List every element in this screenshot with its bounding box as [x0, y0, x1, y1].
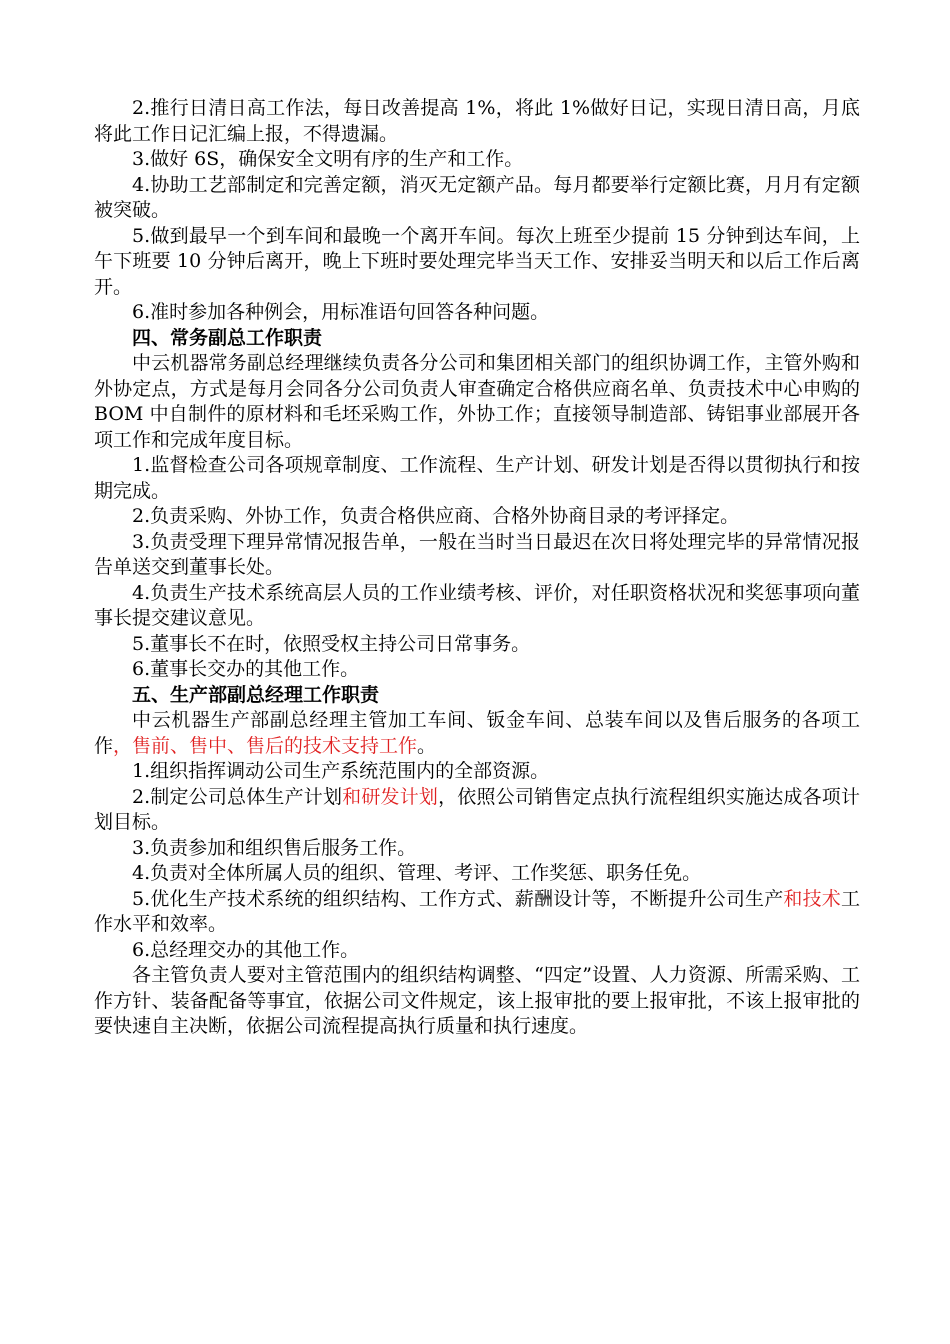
text-run: 2.制定公司总体生产计划	[132, 785, 343, 808]
list-item: 1.监督检查公司各项规章制度、工作流程、生产计划、研发计划是否得以贯彻执行和按期完成。	[94, 454, 860, 502]
text-run: 中云机器生产部副总经理主管加工车间、钣金车间、总装车间以及售后服务的各项工作	[94, 709, 860, 757]
list-item: 6.总经理交办的其他工作。	[132, 938, 360, 961]
list-item: 1.组织指挥调动公司生产系统范围内的全部资源。	[132, 760, 550, 782]
text-run: 5.优化生产技术系统的组织结构、工作方式、薪酬设计等，不断提升公司生产	[132, 887, 784, 910]
paragraph: 3.做好 6S，确保安全文明有序的生产和工作。	[132, 148, 524, 170]
list-item: 5.董事长不在时，依照受权主持公司日常事务。	[132, 632, 531, 655]
highlighted-text: ，售前、售中、售后的技术支持工作	[113, 734, 418, 757]
paragraph: 4.协助工艺部制定和完善定额，消灭无定额产品。每月都要举行定额比赛，月月有定额被突破。	[94, 173, 860, 221]
list-item: 6.董事长交办的其他工作。	[132, 658, 360, 680]
highlighted-text: 和技术	[783, 887, 841, 910]
text-run: ，依照公司销售定点执行流程组织实施达成各项计划目标。	[94, 785, 860, 833]
highlighted-text: 和研发计划	[342, 785, 439, 808]
section-heading: 五、生产部副总经理工作职责	[132, 683, 380, 706]
list-item: 2.负责采购、外协工作，负责合格供应商、合格外协商目录的考评择定。	[132, 505, 740, 527]
closing-paragraph: 各主管负责人要对主管范围内的组织结构调整、“四定”设置、人力资源、所需采购、工作方针、装备配备等事宜，依据公司文件规定，该上报审批的要上报审批，不该上报审批的要快速自主决断，依据公司流程提高执行质量和执行速度。	[94, 964, 860, 1037]
list-item: 4.负责生产技术系统高层人员的工作业绩考核、评价，对任职资格状况和奖惩事项向董事长提交建议意见。	[94, 581, 860, 629]
paragraph: 2.推行日清日高工作法，每日改善提高 1%，将此 1%做好日记，实现日清日高，月底将此工作日记汇编上报，不得遗漏。	[94, 97, 860, 145]
section-heading: 四、常务副总工作职责	[132, 326, 323, 349]
paragraph: 6.准时参加各种例会，用标准语句回答各种问题。	[132, 301, 550, 323]
list-item: 3.负责受理下理异常情况报告单，一般在当时当日最迟在次日将处理完毕的异常情况报告单送交到董事长处。	[94, 530, 860, 578]
section-intro	[94, 708, 860, 759]
list-item: 4.负责对全体所属人员的组织、管理、考评、工作奖惩、职务任免。	[132, 862, 702, 884]
list-item: 3.负责参加和组织售后服务工作。	[132, 836, 417, 859]
text-run: 工作水平和效率。	[94, 887, 860, 935]
paragraph: 5.做到最早一个到车间和最晚一个离开车间。每次上班至少提前 15 分钟到达车间，上午下班要 10 分钟后离开，晚上下班时要处理完毕当天工作、安排妥当明天和以后工作后离开。	[94, 224, 860, 298]
document-page	[94, 96, 860, 1040]
section-intro: 中云机器常务副总经理继续负责各分公司和集团相关部门的组织协调工作，主管外购和外协定点，方式是每月会同各分公司负责人审查确定合格供应商名单、负责技术中心申购的 BOM 中自制件的原材料和毛坯采购工作，外协工作；直接领导制造部、铸铝事业部展开各项工作和完成年度目标。	[94, 352, 860, 451]
list-item	[94, 785, 860, 836]
list-item	[94, 887, 860, 938]
text-run: 。	[417, 734, 437, 757]
